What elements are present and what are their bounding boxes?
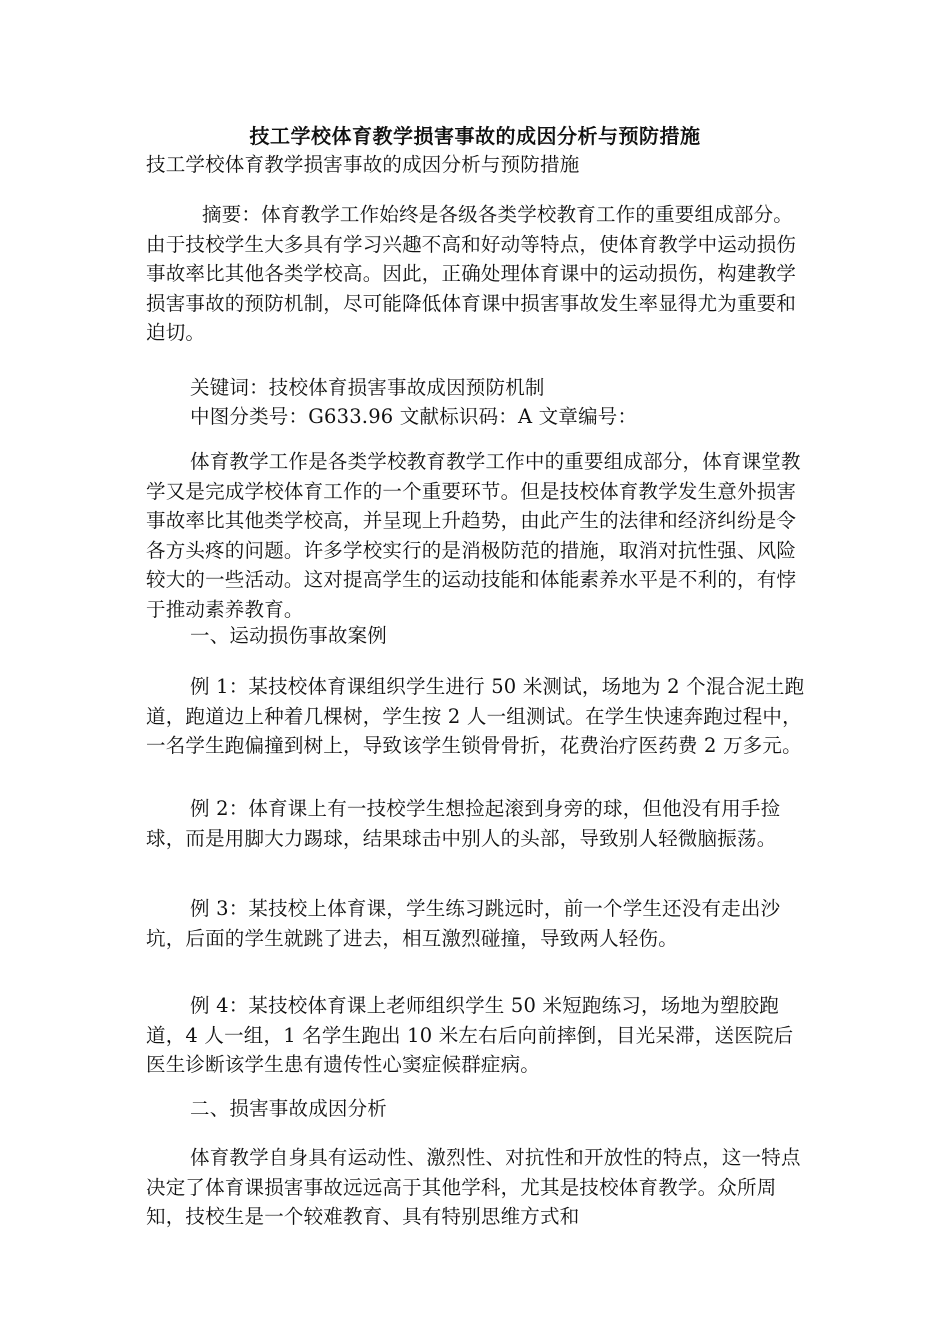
section-heading-2: 二、损害事故成因分析 (190, 1097, 388, 1120)
document-subtitle: 技工学校体育教学损害事故的成因分析与预防措施 (146, 153, 580, 176)
example-2-paragraph: 例 2：体育课上有一技校学生想捡起滚到身旁的球，但他没有用手捡球，而是用脚大力踢球，结果球击中别人的头部，导致别人轻微脑振荡。 (146, 797, 781, 850)
intro-paragraph: 体育教学工作是各类学校教育教学工作中的重要组成部分，体育课堂教学又是完成学校体育工作的一个重要环节。但是技校体育教学发生意外损害事故率比其他类学校高，并呈现上升趋势，由此产生的法律和经济纠纷是令各方头疼的问题。许多学校实行的是消极防范的措施，取消对抗性强、风险较大的一些活动。这对提高学生的运动技能和体能素养水平是不利的，有悖于推动素养教育。 (146, 450, 801, 621)
example-3-paragraph: 例 3：某技校上体育课，学生练习跳远时，前一个学生还没有走出沙坑，后面的学生就跳了进去，相互激烈碰撞，导致两人轻伤。 (146, 897, 781, 950)
abstract-paragraph: 摘要：体育教学工作始终是各级各类学校教育工作的重要组成部分。由于技校学生大多具有学习兴趣不高和好动等特点，使体育教学中运动损伤事故率比其他各类学校高。因此，正确处理体育课中的运动损伤，构建教学损害事故的预防机制，尽可能降低体育课中损害事故发生率显得尤为重要和迫切。 (146, 203, 797, 344)
example-4-paragraph: 例 4：某技校体育课上老师组织学生 50 米短跑练习，场地为塑胶跑道，4 人一组，1 名学生跑出 10 米左右后向前摔倒，目光呆滞，送医院后医生诊断该学生患有遗传性心窦症候群症病。 (146, 994, 794, 1076)
example-1-paragraph: 例 1：某技校体育课组织学生进行 50 米测试，场地为 2 个混合泥土跑道，跑道边上种着几棵树，学生按 2 人一组测试。在学生快速奔跑过程中，一名学生跑偏撞到树上，导致该学生锁骨骨折，花费治疗医药费 2 万多元。 (146, 675, 805, 757)
analysis-paragraph: 体育教学自身具有运动性、激烈性、对抗性和开放性的特点，这一特点决定了体育课损害事故远远高于其他学科，尤其是技校体育教学。众所周知，技校生是一个较难教育、具有特别思维方式和 (146, 1146, 801, 1228)
document-title: 技工学校体育教学损害事故的成因分析与预防措施 (249, 124, 701, 148)
classification-line: 中图分类号：G633.96 文献标识码：A 文章编号： (190, 405, 638, 428)
keywords-line: 关键词：技校体育损害事故成因预防机制 (190, 376, 545, 399)
section-heading-1: 一、运动损伤事故案例 (190, 624, 388, 647)
